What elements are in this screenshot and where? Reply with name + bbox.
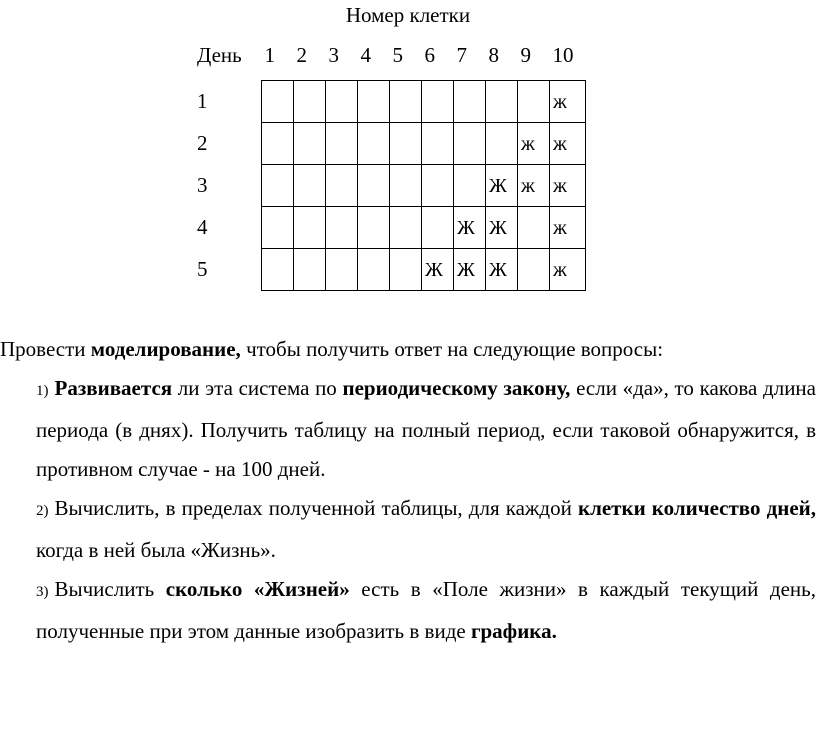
grid-cell [326,81,358,123]
intro-text-end: чтобы получить ответ на следующие вопросы: [240,337,664,361]
grid-cell [262,249,294,291]
life-grid-table [193,38,586,291]
column-number-9: 9 [520,43,531,67]
grid-cell [454,81,486,123]
column-number-7: 7 [456,43,467,67]
question-number: 2) [36,503,49,519]
grid-cell [294,123,326,165]
grid-cell [454,249,486,291]
grid-cell [454,207,486,249]
day-column-label: День [197,43,242,67]
column-number-4: 4 [360,43,371,67]
grid-cell [486,123,518,165]
emphasis-text: клетки количество дней, [577,496,816,520]
life-mark: Ж [489,217,507,239]
grid-row-day-5 [193,249,586,291]
life-mark: ж [521,175,535,197]
grid-header-row [193,38,586,81]
column-number-10: 10 [552,43,574,67]
grid-cell [550,207,586,249]
day-number: 2 [197,130,208,155]
grid-cell [294,207,326,249]
emphasis-text: сколько «Жизней» [165,577,350,601]
column-number-2: 2 [296,43,307,67]
grid-cell [326,123,358,165]
question-number: 3) [36,584,49,600]
grid-cell [358,123,390,165]
life-mark: Ж [489,259,507,281]
life-mark: ж [553,175,567,197]
question-3 [0,570,816,651]
grid-cell [390,165,422,207]
grid-cell [390,207,422,249]
intro-paragraph [0,330,816,369]
grid-cell [518,207,550,249]
question-2 [0,489,816,570]
grid-cell [262,207,294,249]
grid-cell [422,165,454,207]
grid-cell [518,165,550,207]
life-grid [193,38,586,291]
grid-cell [326,165,358,207]
emphasis-text: Развивается [54,376,173,400]
day-number: 4 [197,214,208,239]
grid-cell [486,207,518,249]
grid-cell [294,165,326,207]
intro-text: Провести [0,337,91,361]
grid-cell [358,81,390,123]
grid-cell [294,81,326,123]
grid-row-day-2 [193,123,586,165]
column-number-6: 6 [424,43,435,67]
question-text: Вычислить [54,577,166,601]
grid-cell [262,81,294,123]
grid-cell [518,123,550,165]
grid-cell [326,249,358,291]
grid-cell [422,249,454,291]
grid-cell [518,249,550,291]
grid-cell [550,165,586,207]
column-number-3: 3 [328,43,339,67]
column-number-1: 1 [264,43,275,67]
grid-cell [486,249,518,291]
column-number-5: 5 [392,43,403,67]
day-number: 1 [197,88,208,113]
grid-cell [550,81,586,123]
question-text: ли эта система по [172,376,343,400]
intro-bold: моделирование, [90,337,241,361]
grid-cell [390,249,422,291]
question-text: есть в «Поле жизни» в каждый текущий день, полученные при этом данные изобразить в виде [36,577,816,643]
grid-cell [422,207,454,249]
grid-cell [294,249,326,291]
question-1 [0,369,816,489]
emphasis-text: графика. [470,619,557,643]
grid-row-day-1 [193,81,586,123]
grid-cell [550,123,586,165]
life-mark: Ж [457,217,475,239]
column-number-8: 8 [488,43,499,67]
grid-cell [358,249,390,291]
grid-cell [454,123,486,165]
task-text [0,330,816,651]
grid-cell [262,165,294,207]
question-text: когда в ней была «Жизнь». [36,538,276,562]
grid-row-day-4 [193,207,586,249]
grid-cell [550,249,586,291]
life-mark: Ж [489,175,507,197]
grid-cell [358,207,390,249]
question-list [0,369,816,651]
day-number: 3 [197,172,208,197]
grid-cell [422,123,454,165]
grid-cell [390,81,422,123]
grid-caption [0,2,816,28]
life-mark: ж [553,217,567,239]
grid-cell [390,123,422,165]
life-mark: ж [553,91,567,113]
question-text: если «да», то какова длина периода (в днях). Получить таблицу на полный период, если таковой обнаружится, в противном случае - на 100 дней. [36,376,816,481]
grid-cell [518,81,550,123]
life-mark: Ж [457,259,475,281]
grid-cell [486,165,518,207]
question-text: Вычислить, в пределах полученной таблицы, для каждой [54,496,578,520]
grid-caption-text: Номер клетки [345,3,471,27]
grid-cell [486,81,518,123]
life-mark: ж [521,133,535,155]
life-mark: ж [553,133,567,155]
life-mark: Ж [425,259,443,281]
life-mark: ж [553,259,567,281]
emphasis-text: периодическому закону, [342,376,571,400]
grid-row-day-3 [193,165,586,207]
day-number: 5 [197,256,208,281]
question-number: 1) [36,383,49,399]
grid-cell [454,165,486,207]
grid-cell [326,207,358,249]
grid-cell [422,81,454,123]
grid-cell [262,123,294,165]
grid-cell [358,165,390,207]
